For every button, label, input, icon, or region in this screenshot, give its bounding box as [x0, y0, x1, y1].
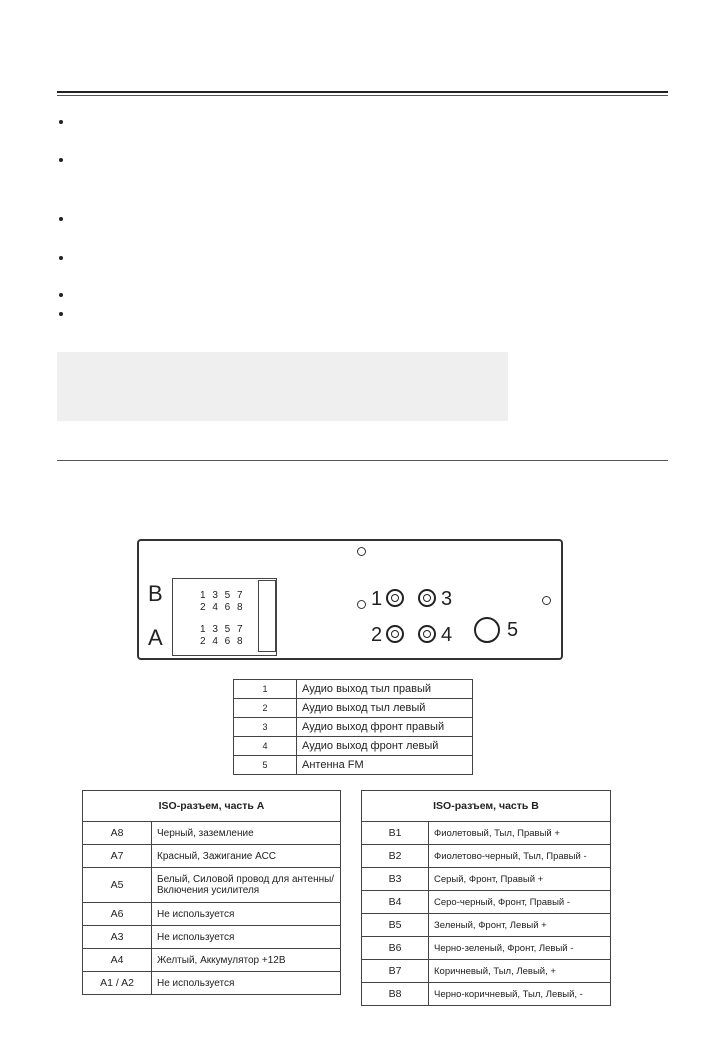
pin-code: A4: [83, 949, 152, 972]
row-number: 2: [234, 699, 297, 718]
table-row: [362, 822, 611, 845]
row-description: Антенна FM: [297, 756, 473, 775]
pin-row-a-top: 1 3 5 7: [200, 624, 245, 635]
pin-code: A3: [83, 926, 152, 949]
pin-code: B3: [362, 868, 429, 891]
rca-jack-icon: [386, 589, 404, 607]
bullet-2: [59, 158, 63, 162]
rca-2-label: 2: [371, 624, 383, 646]
table-row: [362, 845, 611, 868]
rca-legend-table: [233, 679, 473, 775]
pin-description: Серо-черный, Фронт, Правый -: [429, 891, 611, 914]
table-row: [234, 699, 473, 718]
table-row: [83, 949, 341, 972]
screw-icon: [542, 596, 551, 605]
table-row: [83, 972, 341, 995]
bullet-4: [59, 256, 63, 260]
pin-row-b-top: 1 3 5 7: [200, 590, 245, 601]
table-row: [362, 937, 611, 960]
iso-a-title: ISO-разъем, часть А: [83, 791, 341, 822]
table-row: [83, 926, 341, 949]
iso-a-table: [82, 790, 341, 995]
pin-code: A8: [83, 822, 152, 845]
table-row: [83, 868, 341, 903]
pin-row-a-bottom: 2 4 6 8: [200, 636, 245, 647]
pin-code: B2: [362, 845, 429, 868]
row-description: Аудио выход тыл правый: [297, 680, 473, 699]
screw-icon: [357, 547, 366, 556]
table-row: [362, 891, 611, 914]
header-rule: [57, 91, 668, 93]
pin-description: Фиолетово-черный, Тыл, Правый -: [429, 845, 611, 868]
pin-code: A6: [83, 903, 152, 926]
pin-description: Серый, Фронт, Правый +: [429, 868, 611, 891]
table-row: [234, 718, 473, 737]
pin-description: Не используется: [152, 972, 341, 995]
iso-b-table: [361, 790, 611, 1006]
table-row: [362, 914, 611, 937]
bullet-3: [59, 217, 63, 221]
table-row: [362, 868, 611, 891]
table-row: [83, 822, 341, 845]
row-description: Аудио выход фронт правый: [297, 718, 473, 737]
table-row: [83, 845, 341, 868]
bullet-1: [59, 120, 63, 124]
rca-3-label: 3: [441, 588, 453, 610]
pin-description: Черный, заземление: [152, 822, 341, 845]
pin-description: Не используется: [152, 926, 341, 949]
connector-a-label: A: [148, 625, 163, 650]
pin-description: Желтый, Аккумулятор +12В: [152, 949, 341, 972]
pin-code: B7: [362, 960, 429, 983]
table-row: [234, 680, 473, 699]
pin-row-b-bottom: 2 4 6 8: [200, 602, 245, 613]
iso-b-title: ISO-разъем, часть В: [362, 791, 611, 822]
pin-description: Белый, Силовой провод для антенны/Включения усилителя: [152, 868, 341, 903]
pin-description: Фиолетовый, Тыл, Правый +: [429, 822, 611, 845]
rca-4-label: 4: [441, 624, 453, 646]
note-box: [57, 352, 508, 421]
pin-code: A5: [83, 868, 152, 903]
row-description: Аудио выход тыл левый: [297, 699, 473, 718]
pin-code: B5: [362, 914, 429, 937]
table-row: [234, 737, 473, 756]
pin-description: Зеленый, Фронт, Левый +: [429, 914, 611, 937]
pin-description: Красный, Зажигание АСС: [152, 845, 341, 868]
row-number: 3: [234, 718, 297, 737]
row-number: 4: [234, 737, 297, 756]
pin-code: A1 / A2: [83, 972, 152, 995]
pin-description: Черно-зеленый, Фронт, Левый -: [429, 937, 611, 960]
rca-jack-icon: [418, 589, 436, 607]
rca-1-label: 1: [371, 588, 383, 610]
bullet-6: [59, 312, 63, 316]
screw-icon: [357, 600, 366, 609]
pin-code: B1: [362, 822, 429, 845]
row-number: 1: [234, 680, 297, 699]
section-rule: [57, 460, 668, 461]
pin-description: Не используется: [152, 903, 341, 926]
antenna-jack-icon: [474, 617, 500, 643]
antenna-label: 5: [507, 619, 519, 641]
pin-code: B8: [362, 983, 429, 1006]
table-row: [362, 983, 611, 1006]
iso-connector-tab: [258, 580, 276, 652]
table-row: [362, 960, 611, 983]
pin-description: Коричневый, Тыл, Левый, +: [429, 960, 611, 983]
connector-b-label: B: [148, 581, 163, 606]
rca-jack-icon: [418, 625, 436, 643]
table-row: [83, 903, 341, 926]
table-row: [234, 756, 473, 775]
pin-code: B6: [362, 937, 429, 960]
bullet-5: [59, 293, 63, 297]
row-number: 5: [234, 756, 297, 775]
row-description: Аудио выход фронт левый: [297, 737, 473, 756]
pin-code: A7: [83, 845, 152, 868]
rca-jack-icon: [386, 625, 404, 643]
pin-description: Черно-коричневый, Тыл, Левый, -: [429, 983, 611, 1006]
pin-code: B4: [362, 891, 429, 914]
